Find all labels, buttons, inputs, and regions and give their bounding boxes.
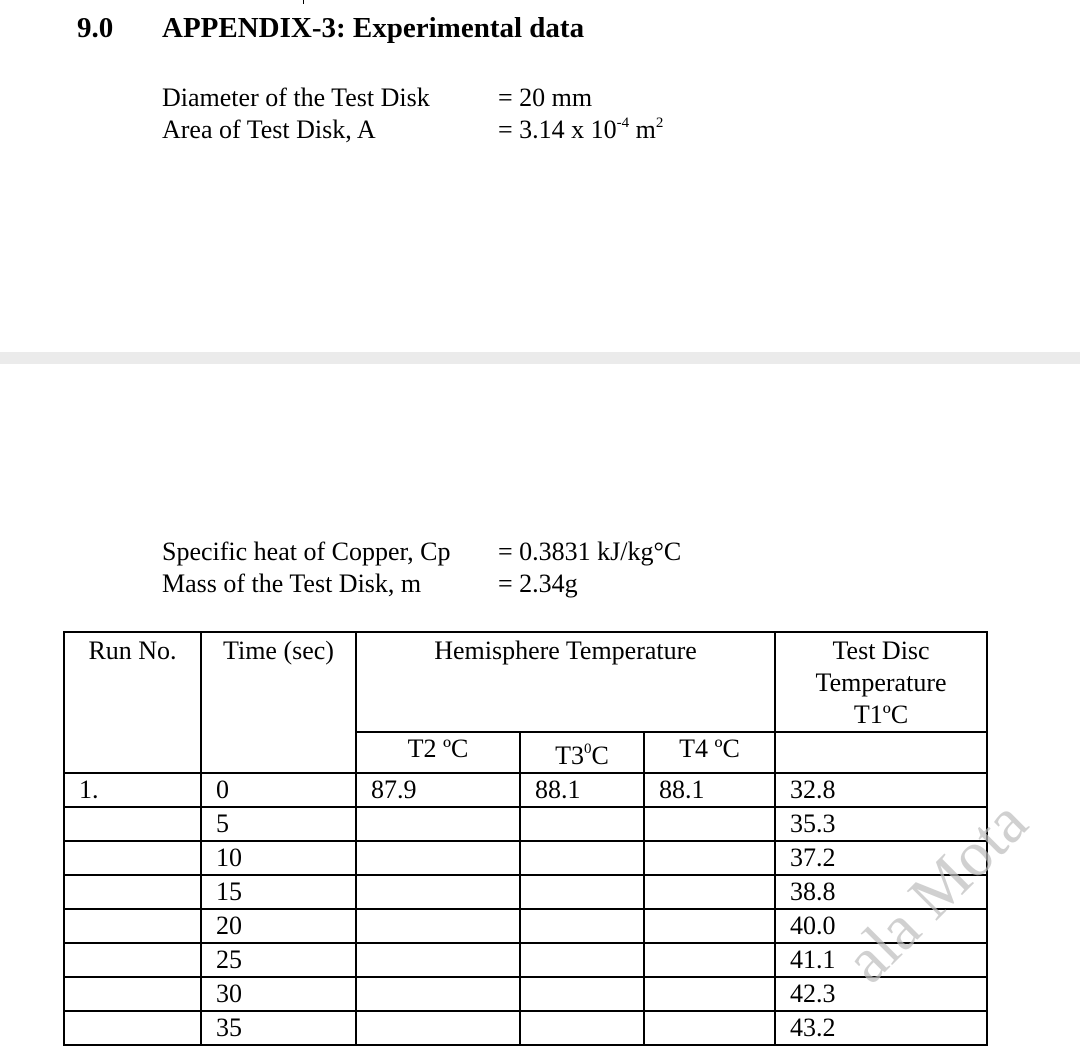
table-row	[64, 1011, 987, 1045]
area-value-prefix: = 3.14 x 10	[498, 115, 617, 144]
cell-t3	[520, 1011, 644, 1045]
section-number: 9.0	[77, 12, 114, 44]
cell-t1: 32.8	[775, 773, 987, 807]
header-t3	[520, 732, 644, 773]
cell-t4	[644, 841, 775, 875]
table-row	[64, 977, 987, 1011]
area-label: Area of Test Disk, A	[162, 115, 376, 144]
experimental-data-table	[63, 631, 988, 1046]
cell-run: 1.	[64, 773, 201, 807]
cell-t4	[644, 807, 775, 841]
cp-label: Specific heat of Copper, Cp	[162, 537, 451, 566]
cell-t4: 88.1	[644, 773, 775, 807]
table-row	[64, 841, 987, 875]
top-edge-mark	[303, 0, 304, 4]
cell-t1: 40.0	[775, 909, 987, 943]
cell-t1: 43.2	[775, 1011, 987, 1045]
cp-value: = 0.3831 kJ/kg°C	[498, 537, 682, 566]
header-hemisphere-temperature: Hemisphere Temperature	[356, 632, 775, 732]
cell-t4	[644, 875, 775, 909]
header-test-disc-line2: Temperature	[815, 668, 947, 697]
area-value	[498, 115, 663, 145]
table-row	[64, 909, 987, 943]
cell-t3	[520, 977, 644, 1011]
table-body	[64, 773, 987, 1045]
header-time: Time (sec)	[201, 632, 356, 773]
mass-value: = 2.34g	[498, 569, 578, 598]
cell-t1: 38.8	[775, 875, 987, 909]
cell-time: 35	[201, 1011, 356, 1045]
table-row	[64, 943, 987, 977]
cell-t3	[520, 943, 644, 977]
cell-time: 5	[201, 807, 356, 841]
header-test-disc-line3: T1ºC	[853, 700, 909, 729]
cell-t2	[356, 1011, 520, 1045]
cell-t4	[644, 909, 775, 943]
page-break-divider	[0, 352, 1080, 364]
header-t1-blank	[775, 732, 987, 773]
header-t3-suffix: C	[591, 741, 609, 770]
cell-time: 20	[201, 909, 356, 943]
header-test-disc-line1: Test Disc	[832, 636, 930, 665]
area-value-unit: m	[629, 115, 656, 144]
cell-run	[64, 875, 201, 909]
cell-t1: 42.3	[775, 977, 987, 1011]
cell-time: 15	[201, 875, 356, 909]
area-value-exponent: -4	[616, 115, 630, 131]
cell-run	[64, 841, 201, 875]
cell-t1: 41.1	[775, 943, 987, 977]
cell-time: 10	[201, 841, 356, 875]
cell-t1: 37.2	[775, 841, 987, 875]
cell-t2	[356, 909, 520, 943]
cell-t2	[356, 807, 520, 841]
diameter-value: = 20 mm	[498, 83, 593, 112]
header-t3-prefix: T3	[555, 741, 585, 770]
cell-t4	[644, 977, 775, 1011]
cell-t2	[356, 943, 520, 977]
table-row	[64, 773, 987, 807]
cell-t2	[356, 977, 520, 1011]
header-t3-degree: 0	[584, 741, 592, 757]
cell-time: 30	[201, 977, 356, 1011]
header-test-disc-temperature	[775, 632, 987, 732]
mass-label: Mass of the Test Disk, m	[162, 569, 422, 598]
cell-t3	[520, 875, 644, 909]
cell-run	[64, 909, 201, 943]
cell-time: 25	[201, 943, 356, 977]
cell-t3	[520, 807, 644, 841]
header-run-no: Run No.	[64, 632, 201, 773]
header-t4: T4 ºC	[644, 732, 775, 773]
cell-t3	[520, 841, 644, 875]
header-t2: T2 ºC	[356, 732, 520, 773]
cell-run	[64, 943, 201, 977]
cell-t2	[356, 875, 520, 909]
cell-t3: 88.1	[520, 773, 644, 807]
table-header-row	[64, 632, 987, 732]
diameter-label: Diameter of the Test Disk	[162, 83, 430, 112]
cell-t4	[644, 943, 775, 977]
cell-time: 0	[201, 773, 356, 807]
cell-t2: 87.9	[356, 773, 520, 807]
area-value-unit-exponent: 2	[655, 115, 664, 131]
cell-t4	[644, 1011, 775, 1045]
cell-run	[64, 1011, 201, 1045]
cell-t1: 35.3	[775, 807, 987, 841]
watermark-text: ala Mota	[830, 786, 1041, 996]
cell-t3	[520, 909, 644, 943]
table-row	[64, 875, 987, 909]
cell-run	[64, 807, 201, 841]
cell-t2	[356, 841, 520, 875]
section-title: APPENDIX-3: Experimental data	[162, 12, 585, 44]
table-row	[64, 807, 987, 841]
cell-run	[64, 977, 201, 1011]
